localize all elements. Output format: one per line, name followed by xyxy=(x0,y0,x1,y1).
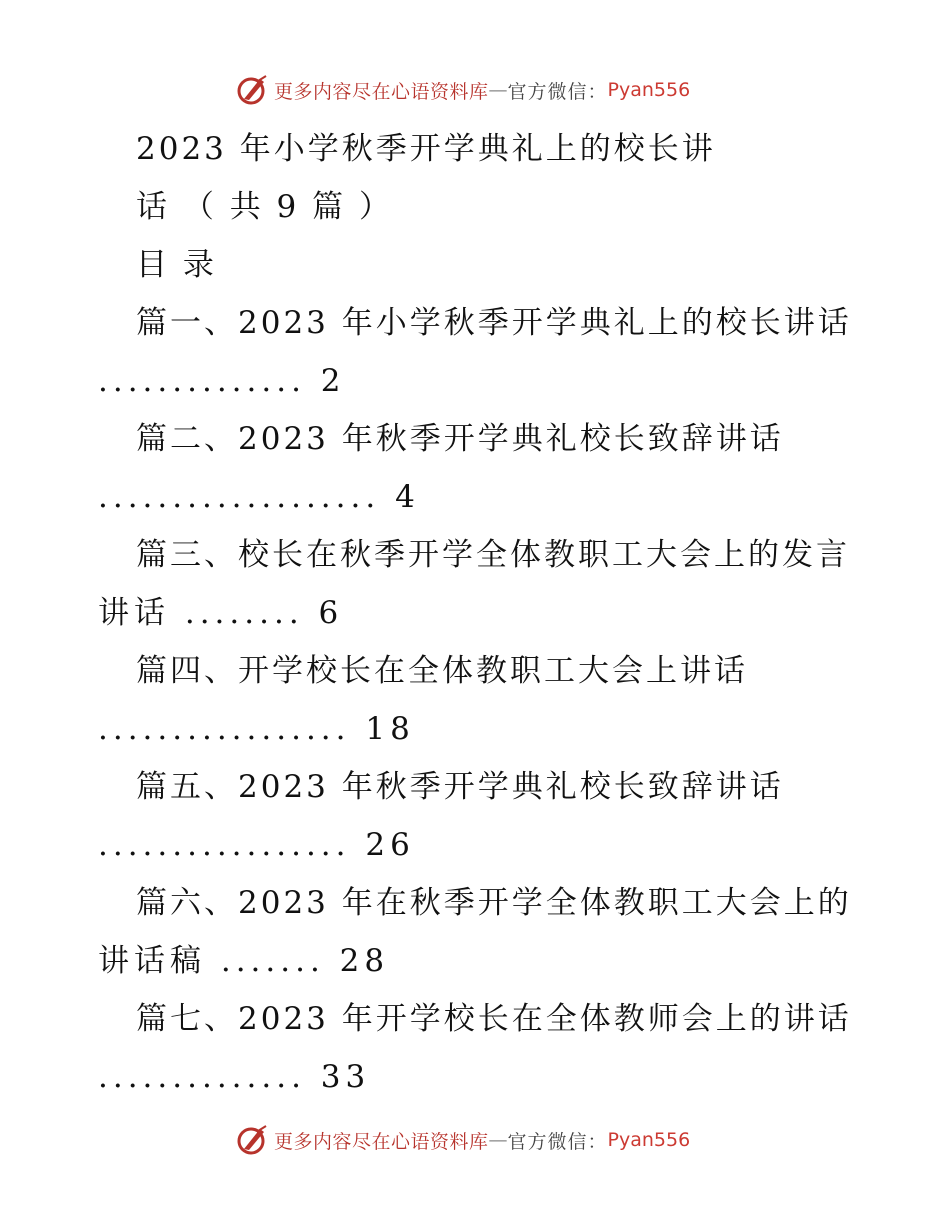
toc-heading: 目 录 xyxy=(136,247,217,283)
header-watermark xyxy=(236,70,690,110)
toc-entry-leader: .............. 2 xyxy=(98,363,346,399)
toc-entry-title: 篇三、校长在秋季开学全体教职工大会上的发言 xyxy=(136,537,850,573)
toc-entry-leader: ................... 4 xyxy=(98,479,420,515)
watermark-wechat-id: Pyan556 xyxy=(607,1129,691,1151)
document-title-line-1: 2023 年小学秋季开学典礼上的校长讲 xyxy=(136,131,716,167)
toc-entry-title: 篇一、2023 年小学秋季开学典礼上的校长讲话 xyxy=(136,305,852,341)
toc-entry-leader: 讲话稿 ....... 28 xyxy=(98,943,390,979)
watermark-wechat-label: 官方微信： xyxy=(507,80,608,103)
watermark-wechat-label: 官方微信： xyxy=(507,1130,608,1153)
document-body xyxy=(98,120,898,1106)
toc-entry-title: 篇四、开学校长在全体教职工大会上讲话 xyxy=(136,653,748,689)
toc-entry-title: 篇六、2023 年在秋季开学全体教职工大会上的 xyxy=(136,885,852,921)
toc-entry-title: 篇二、2023 年秋季开学典礼校长致辞讲话 xyxy=(136,421,784,457)
toc-entry-title: 篇五、2023 年秋季开学典礼校长致辞讲话 xyxy=(136,769,784,805)
watermark-wechat-id: Pyan556 xyxy=(607,79,691,101)
watermark-text: 更多内容尽在心语资料库 xyxy=(274,80,489,103)
toc-entry-leader: ................. 26 xyxy=(98,827,415,863)
watermark-separator: — xyxy=(488,1129,508,1151)
toc-entry-leader: 讲话 ........ 6 xyxy=(98,595,344,631)
footer-watermark xyxy=(236,1120,690,1160)
toc-entry-leader: .............. 33 xyxy=(98,1059,371,1095)
document-title-line-2: 话 （ 共 9 篇 ） xyxy=(136,189,393,225)
watermark-text: 更多内容尽在心语资料库 xyxy=(274,1130,489,1153)
watermark-separator: — xyxy=(488,79,508,101)
toc-entry-title: 篇七、2023 年开学校长在全体教师会上的讲话 xyxy=(136,1001,852,1037)
toc-entry-leader: ................. 18 xyxy=(98,711,415,747)
quill-logo-icon xyxy=(236,1123,270,1157)
quill-logo-icon xyxy=(236,73,270,107)
